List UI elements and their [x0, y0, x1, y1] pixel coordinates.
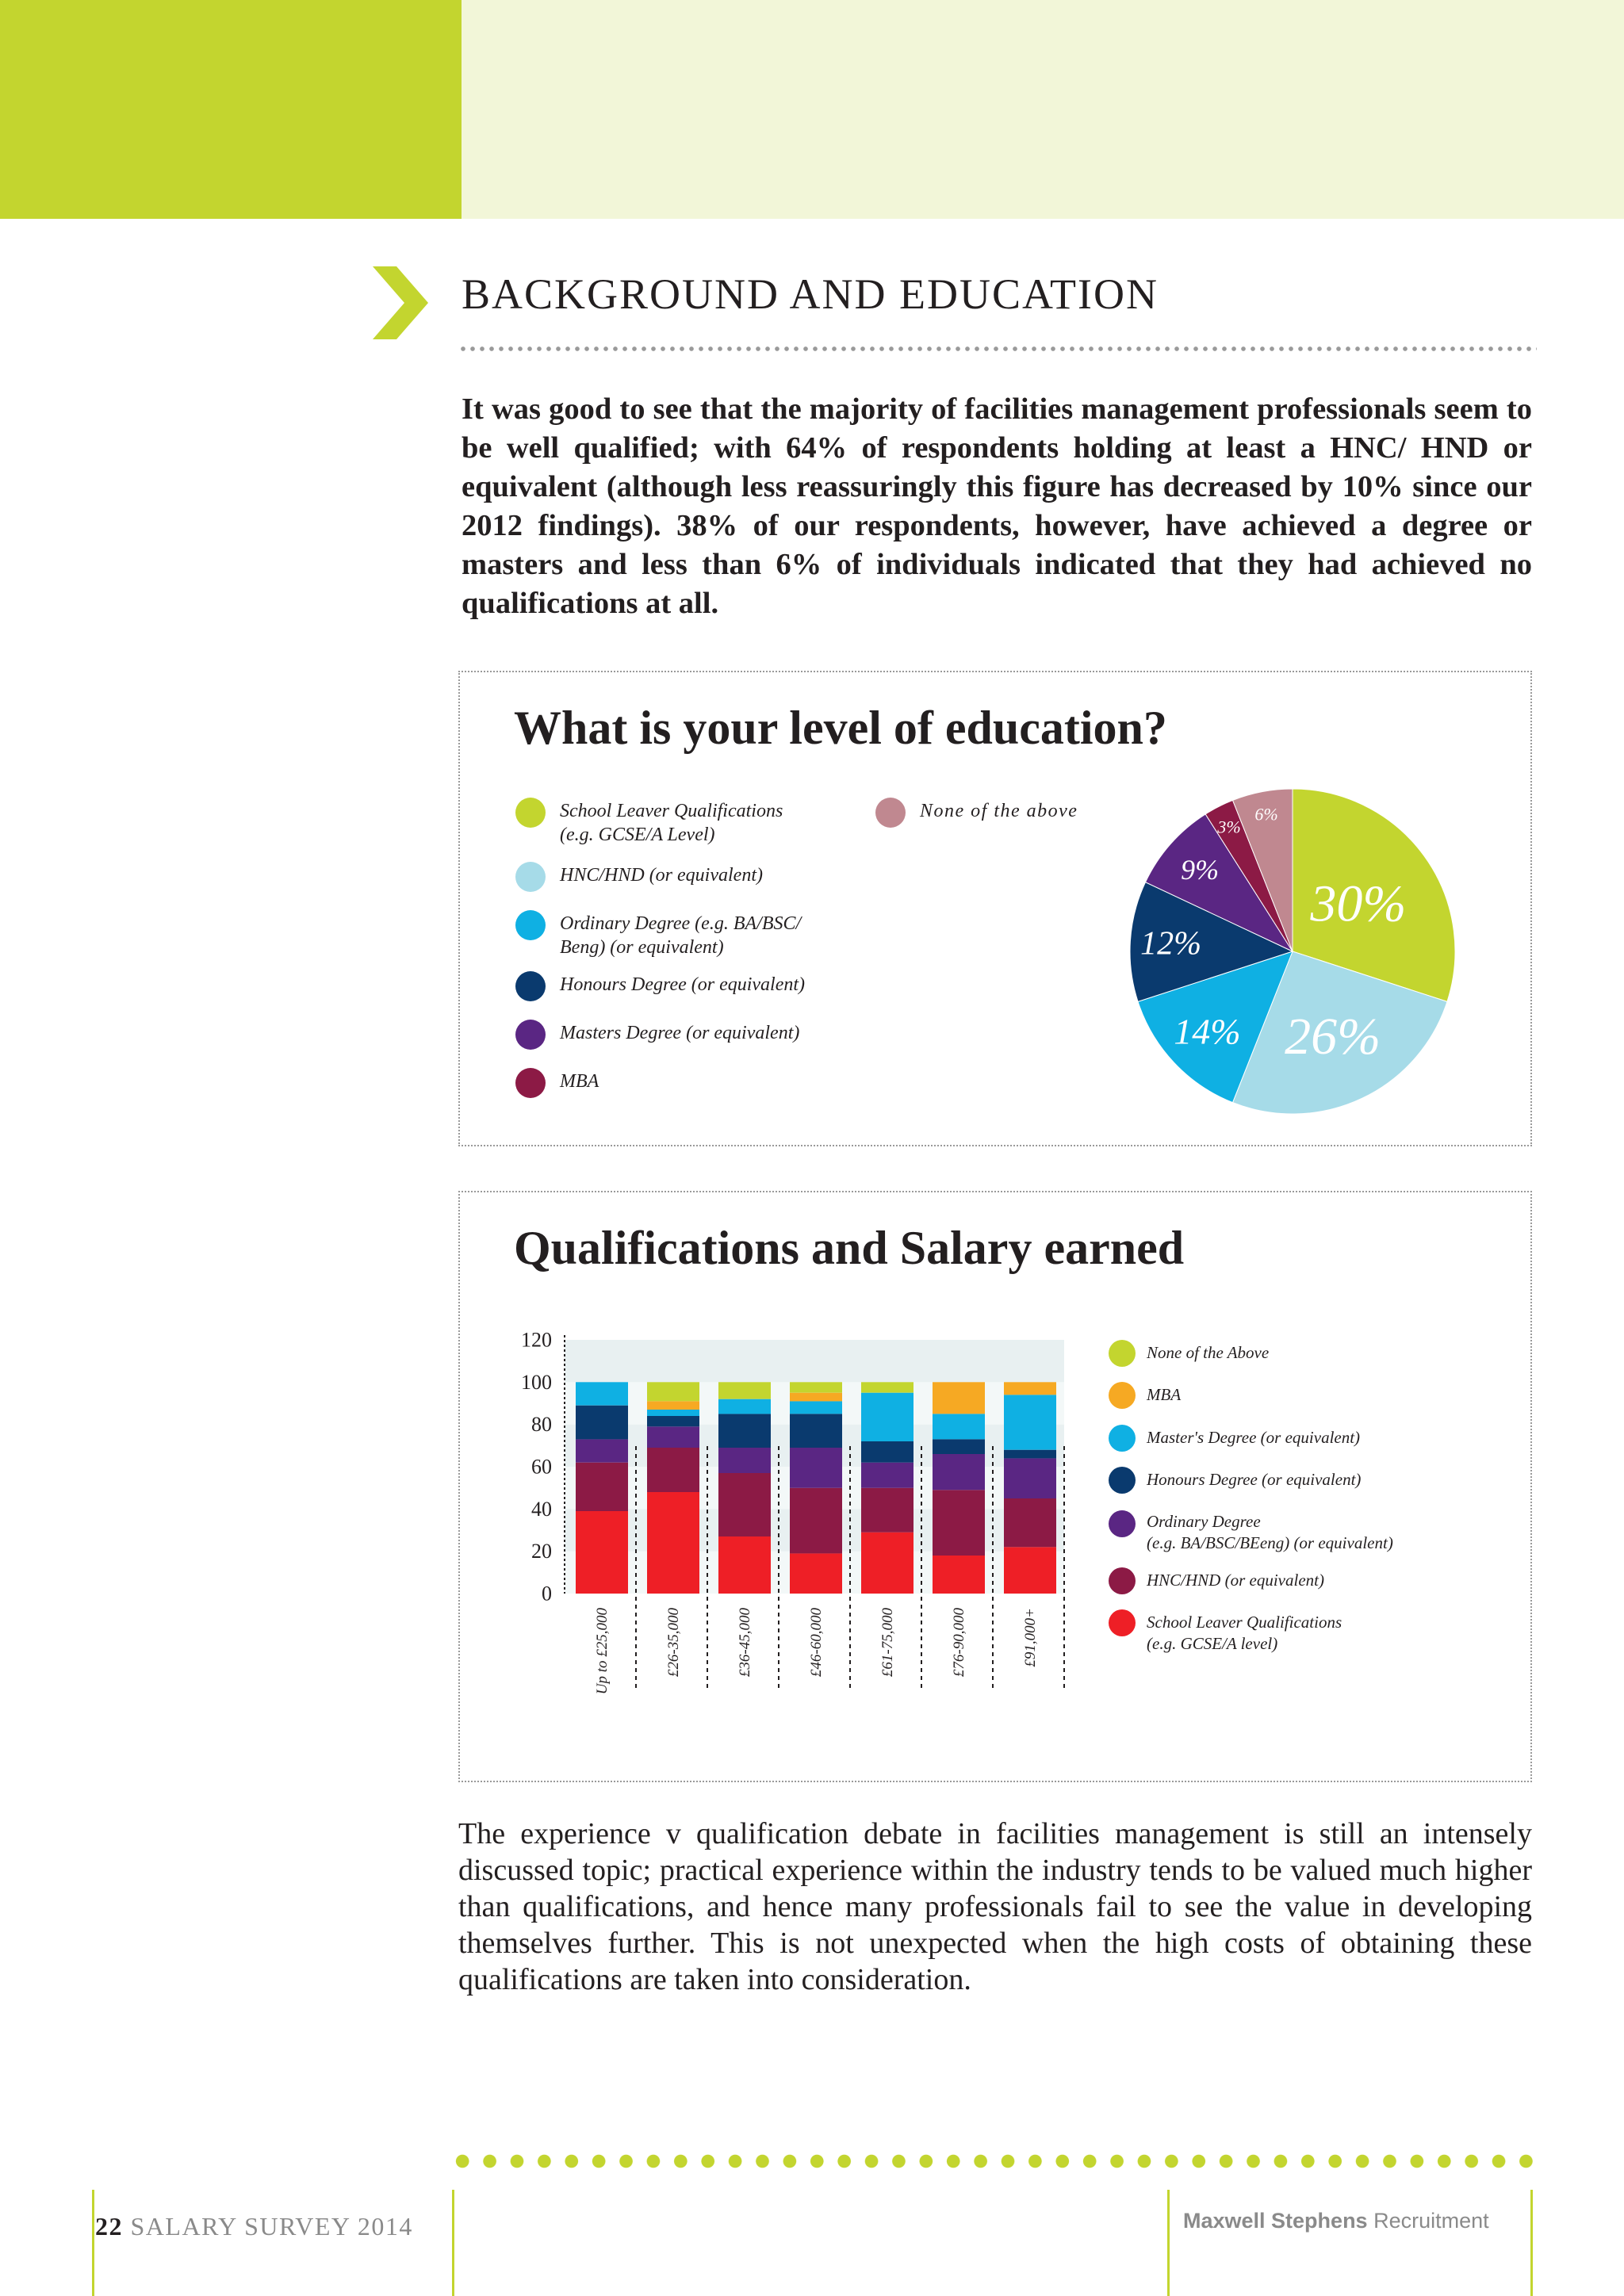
bar-segment	[933, 1414, 985, 1439]
bar-segment	[1004, 1382, 1056, 1395]
bar-segment	[861, 1533, 914, 1594]
bar-segment	[933, 1454, 985, 1490]
pie-label-6: 6%	[1254, 804, 1278, 825]
bar-segment	[861, 1382, 914, 1392]
bar-segment	[790, 1382, 842, 1392]
legend-swatch-ordinary-degree	[515, 910, 546, 940]
publication-name: SALARY SURVEY 2014	[130, 2212, 413, 2241]
bar-segment	[718, 1448, 771, 1473]
header-pale-block	[462, 0, 1624, 219]
salary-bar-chart	[492, 1316, 1094, 1712]
legend-label-ordinary: Ordinary Degree (e.g. BA/BSC/BEeng) (or equivalent)	[1147, 1512, 1393, 1552]
bar-segment	[1004, 1450, 1056, 1459]
legend-swatch-hnc	[1109, 1567, 1136, 1594]
bar-segment	[1004, 1395, 1056, 1449]
intro-paragraph: It was good to see that the majority of facilities management professionals seem to be well qualified; with 64% of respondents holding at least a HNC/ HND or equivalent (although less reassuringly this figure has decreased by 10% since our 2012 findings). 38% of our respondents, however, have achieved a degree or masters and less than 6% of individuals indicated that they had achieved no qualifications at all.	[462, 392, 1532, 620]
legend-label-masters: Master's Degree (or equivalent)	[1147, 1428, 1361, 1447]
legend-label-mba-bar: MBA	[1147, 1385, 1182, 1404]
legend-swatch-school-leaver-bar	[1109, 1609, 1136, 1636]
legend-label-hnc: HNC/HND (or equivalent)	[1147, 1571, 1324, 1590]
legend-swatch-honours-degree	[515, 971, 546, 1001]
y-tick-label: 0	[542, 1582, 552, 1605]
pie-label-2: 14%	[1174, 1011, 1241, 1052]
bar-segment	[647, 1382, 699, 1401]
bar-segment	[790, 1414, 842, 1448]
x-category-label: £61-75,000	[879, 1608, 896, 1678]
footer-publication	[95, 2212, 413, 2241]
bar-segment	[576, 1406, 628, 1440]
bar-segment	[576, 1463, 628, 1511]
legend-label-school-leaver: School Leaver Qualifications (e.g. GCSE/A Level)	[560, 801, 783, 845]
legend-swatch-mba-bar	[1109, 1382, 1136, 1409]
bar-segment	[1004, 1547, 1056, 1594]
salary-chart-title: Qualifications and Salary earned	[514, 1222, 1185, 1274]
bar-segment	[718, 1473, 771, 1536]
legend-swatch-hnc-hnd	[515, 862, 546, 892]
pie-label-3: 12%	[1140, 925, 1202, 962]
footer-rule-left	[92, 2190, 94, 2296]
x-category-label: £91,000+	[1022, 1608, 1039, 1667]
page-number: 22	[95, 2212, 123, 2241]
chevron-icon	[373, 266, 428, 339]
legend-swatch-school-leaver	[515, 798, 546, 828]
x-category-label: £26-35,000	[665, 1608, 682, 1678]
section-title: BACKGROUND AND EDUCATION	[462, 270, 1159, 318]
footer-rule-right2	[1530, 2190, 1533, 2296]
bar-segment	[933, 1382, 985, 1414]
y-tick-label: 20	[531, 1540, 552, 1563]
bar-segment	[647, 1410, 699, 1416]
y-tick-label: 100	[521, 1370, 552, 1394]
footer-rule-mid	[452, 2190, 454, 2296]
legend-swatch-none	[875, 798, 906, 828]
bar-segment	[718, 1414, 771, 1448]
y-tick-label: 120	[521, 1328, 552, 1352]
legend-label-ordinary-degree: Ordinary Degree (e.g. BA/BSC/ Beng) (or equivalent)	[560, 913, 802, 958]
bar-segment	[790, 1448, 842, 1488]
y-tick-label: 80	[531, 1413, 552, 1437]
brand-rest: Recruitment	[1367, 2209, 1489, 2233]
footer-brand	[1183, 2209, 1489, 2233]
y-tick-label: 40	[531, 1497, 552, 1521]
bar-segment	[576, 1439, 628, 1462]
bar-segment	[718, 1536, 771, 1594]
legend-swatch-honours	[1109, 1467, 1136, 1494]
x-category-label: £46-60,000	[808, 1608, 825, 1678]
legend-label-none: None of the above	[920, 801, 1078, 821]
dotted-divider	[458, 346, 1537, 352]
brand-bold: Maxwell Stephens	[1183, 2209, 1368, 2233]
legend-swatch-ordinary	[1109, 1510, 1136, 1537]
pie-label-0: 30%	[1310, 874, 1407, 933]
bar-segment	[861, 1488, 914, 1533]
bar-segment	[718, 1399, 771, 1414]
bar-segment	[861, 1393, 914, 1441]
bar-segment	[718, 1382, 771, 1399]
bar-segment	[647, 1448, 699, 1492]
education-pie-chart	[1118, 777, 1467, 1126]
bar-segment	[576, 1382, 628, 1405]
legend-swatch-none-of-the-above	[1109, 1340, 1136, 1367]
legend-label-honours: Honours Degree (or equivalent)	[1147, 1470, 1362, 1489]
education-chart-title: What is your level of education?	[514, 702, 1167, 754]
pie-label-5: 3%	[1217, 817, 1241, 837]
bar-segment	[790, 1553, 842, 1594]
bar-segment	[790, 1393, 842, 1402]
legend-label-hnc-hnd: HNC/HND (or equivalent)	[560, 865, 763, 886]
bar-segment	[1004, 1498, 1056, 1547]
x-category-label: £76-90,000	[951, 1608, 967, 1678]
bar-segment	[576, 1511, 628, 1594]
bar-segment	[861, 1441, 914, 1463]
bar-segment	[647, 1416, 699, 1426]
header-green-block	[0, 0, 462, 219]
bar-segment	[1004, 1458, 1056, 1498]
legend-swatch-mba	[515, 1068, 546, 1098]
legend-label-none-of-the-above: None of the Above	[1147, 1343, 1270, 1362]
bar-segment	[933, 1556, 985, 1594]
legend-label-school-leaver-bar: School Leaver Qualifications (e.g. GCSE/A level)	[1147, 1613, 1342, 1653]
y-tick-label: 60	[531, 1455, 552, 1479]
bar-segment	[647, 1401, 699, 1410]
bar-segment	[647, 1492, 699, 1594]
body-paragraph: The experience v qualification debate in facilities management is still an intensely discussed topic; practical experience within the industry tends to be valued much higher than qualifications, and hence many professionals fail to see the value in developing themselves further. This is not unexpected when the high costs of obtaining these qualifications are taken into consideration.	[458, 1817, 1532, 1996]
footer-dotted-divider	[449, 2153, 1540, 2169]
bar-segment	[647, 1426, 699, 1448]
legend-label-honours-degree: Honours Degree (or equivalent)	[560, 974, 806, 995]
bar-segment	[790, 1488, 842, 1554]
legend-swatch-masters	[1109, 1425, 1136, 1452]
x-category-label: Up to £25,000	[594, 1608, 611, 1695]
legend-swatch-masters-degree	[515, 1020, 546, 1050]
pie-label-1: 26%	[1285, 1008, 1381, 1066]
grid-band	[565, 1340, 1064, 1382]
x-category-label: £36-45,000	[737, 1608, 753, 1678]
bar-segment	[861, 1463, 914, 1488]
pie-label-4: 9%	[1181, 854, 1220, 886]
bar-segment	[790, 1401, 842, 1414]
bar-segment	[933, 1439, 985, 1454]
footer-rule-right1	[1167, 2190, 1170, 2296]
legend-label-mba: MBA	[560, 1071, 599, 1092]
bar-segment	[933, 1490, 985, 1556]
legend-label-masters-degree: Masters Degree (or equivalent)	[560, 1023, 800, 1043]
